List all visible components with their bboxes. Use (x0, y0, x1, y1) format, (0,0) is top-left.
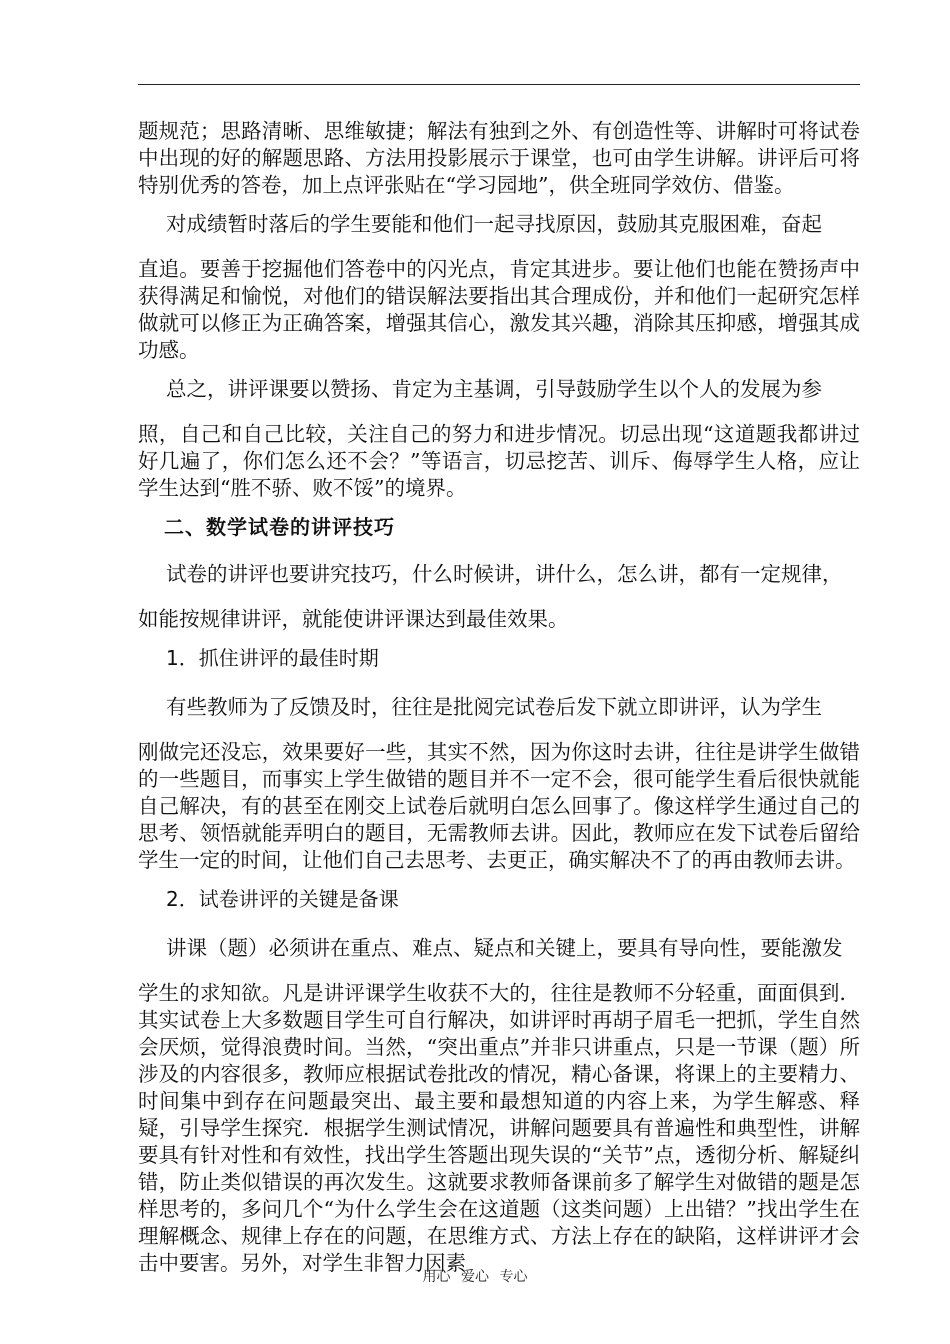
page-footer: 用心 爱心 专心 (422, 1269, 528, 1285)
paragraph-summary-lead: 总之，讲评课要以赞扬、肯定为主基调，引导鼓励学生以个人的发展为参 (166, 377, 822, 401)
subheading-preparation: 2．试卷讲评的关键是备课 (166, 887, 399, 911)
paragraph-lagging-students-lead: 对成绩暂时落后的学生要能和他们一起寻找原因，鼓励其克服困难，奋起 (166, 212, 822, 236)
subheading-best-time: 1．抓住讲评的最佳时期 (166, 646, 379, 670)
section-heading: 二、数学试卷的讲评技巧 (164, 515, 395, 539)
paragraph-praise-excellent: 题规范；思路清晰、思维敏捷；解法有独到之外、有创造性等、讲解时可将试卷中出现的好的解题思路、方法用投影展示于课堂，也可由学生讲解。讲评后可将特别优秀的答卷，加上点评张贴在“学习园地”，供全班同学效仿、借鉴。 (138, 119, 860, 197)
paragraph-techniques: 如能按规律讲评，就能使讲评课达到最佳效果。 (138, 607, 569, 631)
document-body (138, 118, 860, 1277)
paragraph-preparation: 学生的求知欲。凡是讲评课学生收获不大的，往往是教师不分轻重，面面俱到．其实试卷上大多数题目学生可自行解决，如讲评时再胡子眉毛一把抓，学生自然会厌烦，觉得浪费时间。当然，“突出重点”并非只讲重点，只是一节课（题）所涉及的内容很多，教师应根据试卷批改的情况，精心备课，将课上的主要精力、时间集中到存在问题最突出、最主要和最想知道的内容上来，为学生解惑、释疑，引导学生探究．根据学生测试情况，讲解问题要具有普遍性和典型性，讲解要具有针对性和有效性，找出学生答题出现失误的“关节”点，透彻分析、解疑纠错，防止类似错误的再次发生。这就要求教师备课前多了解学生对做错的题是怎样思考的，多问几个“为什么学生会在这道题（这类问题）上出错？”找出学生在理解概念、规律上存在的问题，在思维方式、方法上存在的缺陷，这样讲评才会击中要害。另外，对学生非智力因素 (138, 981, 860, 1275)
paragraph-lagging-students: 直追。要善于挖掘他们答卷中的闪光点，肯定其进步。要让他们也能在赞扬声中获得满足和愉悦，对他们的错误解法要指出其合理成份，并和他们一起研究怎样做就可以修正为正确答案，增强其信心，激发其兴趣，消除其压抑感，增强其成功感。 (138, 257, 860, 362)
header-rule (138, 84, 860, 85)
paragraph-techniques-lead: 试卷的讲评也要讲究技巧，什么时候讲，讲什么，怎么讲，都有一定规律， (166, 562, 843, 586)
paragraph-summary: 照，自己和自己比较，关注自己的努力和进步情况。切忌出现“这道题我都讲过好几遍了，你们怎么还不会？”等语言，切忌挖苦、训斥、侮辱学生人格，应让学生达到“胜不骄、败不馁”的境界。 (138, 422, 860, 500)
paragraph-preparation-lead: 讲课（题）必须讲在重点、难点、疑点和关键上，要具有导向性，要能激发 (166, 936, 843, 960)
paragraph-timing-lead: 有些教师为了反馈及时，往往是批阅完试卷后发下就立即讲评，认为学生 (166, 695, 822, 719)
paragraph-timing: 刚做完还没忘，效果要好一些，其实不然，因为你这时去讲，往往是讲学生做错的一些题目，而事实上学生做错的题目并不一定不会，很可能学生看后很快就能自己解决，有的甚至在刚交上试卷后就明白怎么回事了。像这样学生通过自己的思考、领悟就能弄明白的题目，无需教师去讲。因此，教师应在发下试卷后留给学生一定的时间，让他们自己去思考、去更正，确实解决不了的再由教师去讲。 (138, 740, 860, 872)
